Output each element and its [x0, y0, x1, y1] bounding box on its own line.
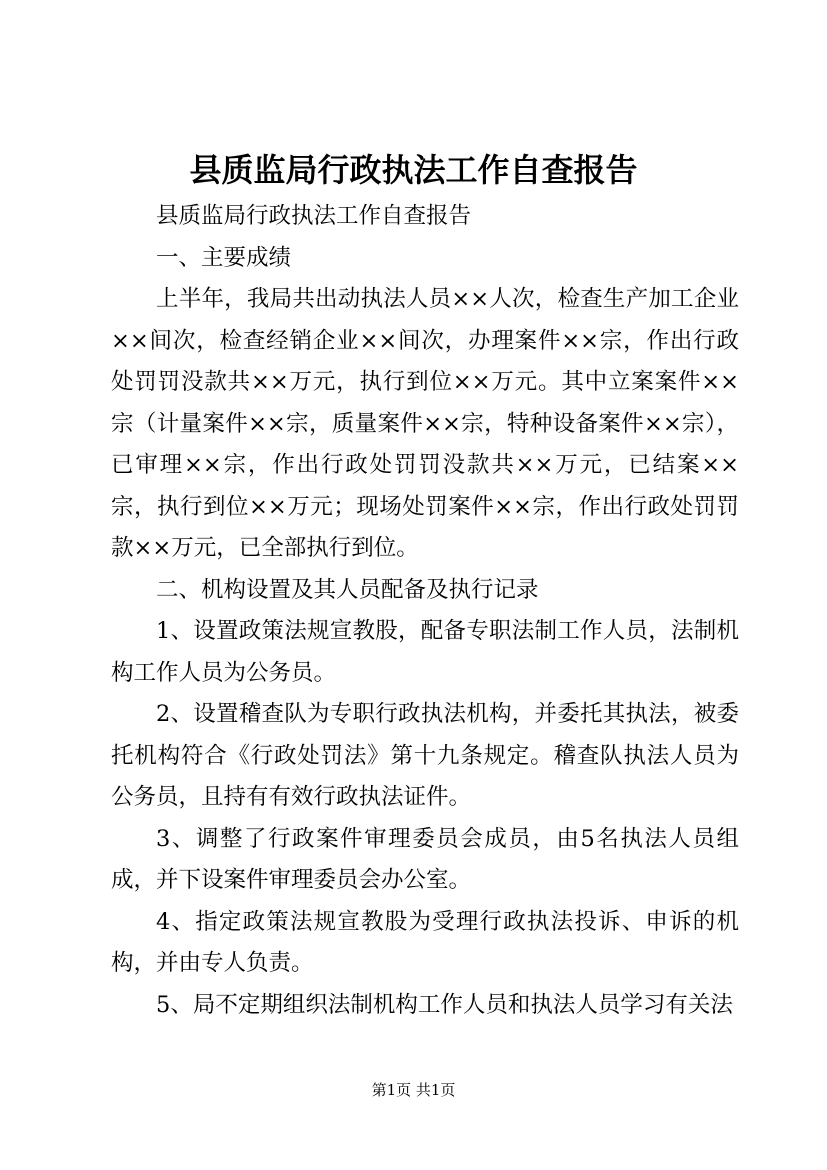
section-heading-2: 二、机构设置及其人员配备及执行记录 — [156, 576, 539, 603]
section-heading-1: 一、主要成绩 — [156, 244, 292, 271]
paragraph-subtitle: 县质监局行政执法工作自查报告 — [156, 203, 472, 229]
paragraph-item-1: 1、设置政策法规宣教股，配备专职法制工作人员，法制机构工作人员为公务员。 — [111, 618, 739, 686]
paragraph-item-5: 5、局不定期组织法制机构工作人员和执法人员学习有关法 — [156, 991, 733, 1018]
paragraph-item-2: 2、设置稽查队为专职行政执法机构，并委托其执法，被委托机构符合《行政处罚法》第十九条规定。稽查队执法人员为公务员，且持有有效行政执法证件。 — [111, 701, 739, 810]
page-footer: 第1页 共1页 — [371, 1081, 456, 1099]
document-body — [111, 196, 739, 1026]
paragraph-item-4: 4、指定政策法规宣教股为受理行政执法投诉、申诉的机构，并由专人负责。 — [111, 908, 739, 976]
paragraph-item-3: 3、调整了行政案件审理委员会成员，由5名执法人员组成，并下设案件审理委员会办公室。 — [111, 825, 739, 893]
paragraph-achievements: 上半年，我局共出动执法人员××人次，检查生产加工企业××间次，检查经销企业××间次，办理案件××宗，作出行政处罚罚没款共××万元，执行到位××万元。其中立案案件××宗（计量案件××宗，质量案件××宗，特种设备案件××宗），已审理××宗，作出行政处罚罚没款共××万元，已结案××宗，执行到位××万元；现场处罚案件××宗，作出行政处罚罚款××万元，已全部执行到位。 — [111, 286, 739, 561]
document-title: 县质监局行政执法工作自查报告 — [189, 151, 638, 189]
